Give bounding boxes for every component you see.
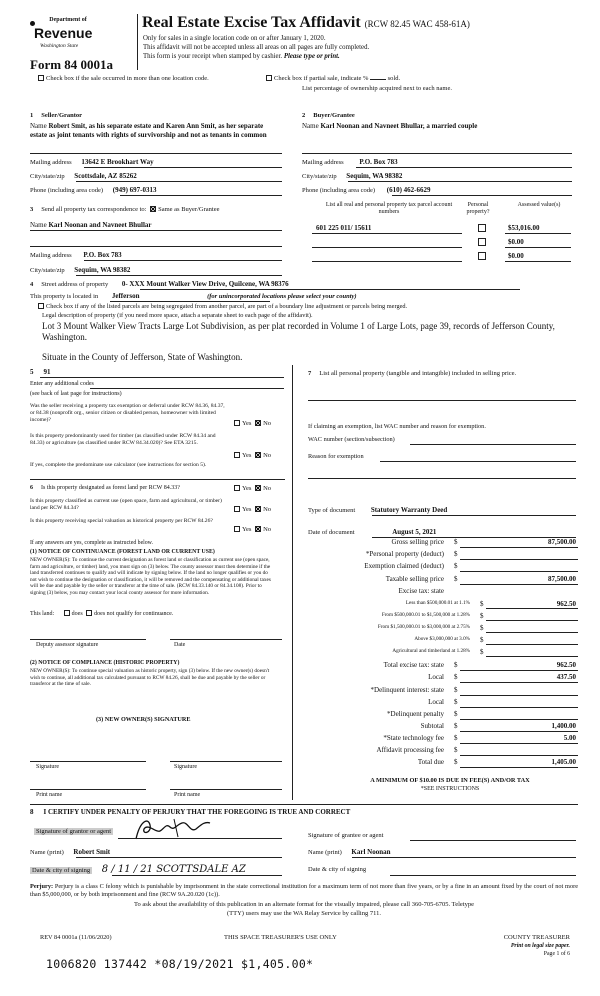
corr-mail-field[interactable] bbox=[30, 251, 282, 259]
personal-property-checkbox[interactable] bbox=[478, 252, 486, 260]
assessed-value: $0.00 bbox=[508, 238, 524, 246]
total-label: *Delinquent penalty bbox=[387, 710, 444, 718]
dollar-sign: $ bbox=[454, 562, 458, 570]
does-checkbox[interactable] bbox=[64, 610, 70, 616]
tax-row bbox=[300, 587, 578, 597]
sec5-q1-answer[interactable] bbox=[232, 420, 271, 427]
yes-checkbox[interactable] bbox=[234, 506, 240, 512]
no-checkbox[interactable] bbox=[255, 506, 261, 512]
logo-line3: Washington State bbox=[40, 43, 79, 49]
located-county: Jefferson bbox=[111, 292, 140, 300]
see-instructions-note: *SEE INSTRUCTIONS bbox=[420, 786, 480, 792]
grantor-signature-label: Signature of grantor or agent bbox=[36, 828, 112, 835]
assessed-col-header: Assessed value(s) bbox=[517, 202, 561, 208]
owner-print-label: Print name bbox=[174, 792, 201, 798]
check-partial-sale[interactable] bbox=[264, 75, 400, 82]
form-number: Form 84 0001a bbox=[30, 57, 114, 72]
same-as-buyer-checkbox[interactable] bbox=[150, 206, 156, 212]
page-number: Page 1 of 6 bbox=[543, 951, 570, 957]
header-note1: Only for sales in a single location code on or after January 1, 2020. bbox=[143, 35, 326, 42]
legal-description: Lot 3 Mount Walker View Tracts Large Lot Subdivision, as per plat recorded in Volume 1 of Large Lots, page 39, records of Jefferson County, Washington. bbox=[42, 321, 555, 342]
tax-label: Exemption claimed (deduct) bbox=[364, 562, 444, 570]
total-value: 5.00 bbox=[563, 734, 576, 742]
check-partial-sold: sold. bbox=[387, 75, 401, 82]
total-value: 962.50 bbox=[556, 661, 576, 669]
property-address-field[interactable] bbox=[30, 280, 575, 288]
located-label: This property is located in bbox=[30, 293, 99, 300]
logo-line2: Revenue bbox=[34, 25, 93, 41]
percent-ack: List percentage of ownership acquired next to each name. bbox=[302, 85, 452, 92]
owner-signature-label: Signature bbox=[174, 764, 197, 770]
property-address: 0- XXX Mount Walker View Drive, Quilcene, WA 98376 bbox=[121, 280, 289, 288]
dollar-sign: $ bbox=[454, 661, 458, 669]
total-value: 1,400.00 bbox=[551, 722, 576, 730]
check-partial-label: Check box if partial sale, indicate % bbox=[274, 75, 369, 82]
dollar-sign: $ bbox=[454, 575, 458, 583]
land-continuance[interactable] bbox=[30, 610, 173, 618]
tax-value: 87,500.00 bbox=[548, 538, 576, 546]
property-location-field[interactable] bbox=[30, 292, 575, 300]
dor-logo bbox=[30, 17, 110, 59]
assessor-date-label: Date bbox=[174, 642, 186, 648]
sec7-label: List all personal property (tangible and intangible) included in selling price. bbox=[319, 370, 517, 377]
section-number: 7 bbox=[308, 370, 312, 377]
dollar-sign: $ bbox=[480, 636, 484, 644]
dollar-sign: $ bbox=[454, 710, 458, 718]
seller-name: Robert Smit, as his separate estate and Karen Ann Smit, as her separate estate as joint tenants with rights of survivorship and not as tenants in common bbox=[30, 122, 267, 139]
dollar-sign: $ bbox=[454, 686, 458, 694]
sec5-q2-answer[interactable] bbox=[232, 452, 271, 459]
notice1-body: NEW OWNER(S): To continue the current designation as forest land or classification as current use (open space, farm and agriculture, or timber) land, you must sign on (3) below. The county assessor must then determine if the land transferred continues to qualify and will indicate by signing below. If the land no longer qualifies or you do not wish to continue the designation or classification, it will be removed and the compensating or additional taxes will be due and payable by the seller or transferor at the time of sale. (RCW 84.33.140 or 84.34.108). Prior to signing (3) below, you may contact your local county assessor for more information. bbox=[30, 557, 271, 596]
yes-checkbox[interactable] bbox=[234, 452, 240, 458]
same-as-buyer-label: Same as Buyer/Grantee bbox=[158, 206, 220, 213]
corr-mail: P.O. Box 783 bbox=[83, 251, 122, 259]
sec6-q4: If any answers are yes, complete as instructed below. bbox=[30, 540, 153, 546]
accessibility-line2: (TTY) users may use the WA Relay Service by calling 711. bbox=[227, 910, 381, 917]
section-number: 1 bbox=[30, 112, 34, 119]
seller-phone-field[interactable] bbox=[30, 186, 282, 194]
sec6-q3-answer[interactable] bbox=[232, 526, 271, 533]
buyer-name: Karl Noonan and Navneet Bhullar, a married couple bbox=[320, 122, 478, 130]
segregated-check[interactable] bbox=[36, 303, 576, 310]
receipt-stamp: 1006820 137442 *08/19/2021 $1,405.00* bbox=[46, 957, 314, 971]
header-note2: This affidavit will not be accepted unless all areas on all pages are fully completed. bbox=[143, 44, 370, 51]
certify-text: I CERTIFY UNDER PENALTY OF PERJURY THAT THE FOREGOING IS TRUE AND CORRECT bbox=[43, 808, 351, 816]
corr-city-field[interactable] bbox=[30, 266, 282, 274]
total-value: 437.50 bbox=[556, 673, 576, 681]
phone-label: Phone (including area code) bbox=[302, 187, 376, 194]
corr-city: Sequim, WA 98382 bbox=[74, 266, 131, 274]
section-number: 8 bbox=[30, 808, 34, 816]
tax-label: Gross selling price bbox=[391, 538, 444, 546]
name-print-label: Name (print) bbox=[308, 849, 342, 856]
no-label: No bbox=[263, 526, 272, 533]
add-codes-label: Enter any additional codes bbox=[30, 381, 94, 387]
phone-label: Phone (including area code) bbox=[30, 187, 104, 194]
accessibility-line1: To ask about the availability of this publication in an alternate format for the visually impaired, please call 360-705-6705. Teletype bbox=[134, 901, 474, 908]
no-checkbox[interactable] bbox=[255, 452, 261, 458]
total-label: Subtotal bbox=[420, 722, 444, 730]
notice1-title: (1) NOTICE OF CONTINUANCE (FOREST LAND OR CURRENT USE) bbox=[30, 549, 215, 555]
no-checkbox[interactable] bbox=[255, 485, 261, 491]
yes-checkbox[interactable] bbox=[234, 526, 240, 532]
seller-mail-field[interactable] bbox=[30, 158, 282, 166]
dollar-sign: $ bbox=[480, 612, 484, 620]
minimum-fee-note: A MINIMUM OF $10.00 IS DUE IN FEE(S) AND/OR TAX bbox=[370, 777, 530, 784]
treasurer-use: THIS SPACE TREASURER'S USE ONLY bbox=[224, 934, 337, 941]
correspondence-heading bbox=[30, 206, 219, 213]
buyer-mail-field[interactable] bbox=[302, 158, 572, 166]
bracket-value: 962.50 bbox=[556, 600, 576, 608]
segregated-label: Check box if any of the listed parcels are being segregated from another parcel, are part of a boundary line adjustment or parcels being merged. bbox=[46, 303, 408, 310]
tax-label: Excise tax: state bbox=[398, 587, 444, 595]
buyer-city-field[interactable] bbox=[302, 172, 572, 180]
seller-city-field[interactable] bbox=[30, 172, 282, 180]
dollar-sign: $ bbox=[454, 550, 458, 558]
logo-mark-icon bbox=[30, 21, 35, 26]
see-back-label: (see back of last page for instructions) bbox=[30, 391, 122, 397]
seller-heading bbox=[30, 112, 82, 119]
tax-value: 87,500.00 bbox=[548, 575, 576, 583]
yes-label: Yes bbox=[242, 485, 252, 492]
does-label: does bbox=[71, 611, 83, 617]
sec5-q3: If yes, complete the predominate use calculator (see instructions for section 5). bbox=[30, 462, 207, 468]
total-label: Total due bbox=[417, 758, 444, 766]
header-note3-text: This form is your receipt when stamped by cashier. bbox=[143, 53, 283, 60]
sec6-q1 bbox=[30, 485, 240, 492]
section-number: 4 bbox=[30, 281, 34, 288]
name-label: Name bbox=[30, 122, 47, 130]
page-title bbox=[142, 14, 470, 32]
buyer-phone: (610) 462-6629 bbox=[386, 186, 431, 194]
yes-label: Yes bbox=[242, 420, 252, 427]
grantee-print-name: Karl Noonan bbox=[351, 848, 391, 856]
notice3-title: (3) NEW OWNER(S) SIGNATURE bbox=[96, 716, 191, 723]
notice2-title: (2) NOTICE OF COMPLIANCE (HISTORIC PROPERTY) bbox=[30, 660, 180, 666]
rev-number: REV 84 0001a (11/06/2020) bbox=[40, 934, 112, 941]
logo-line1: Department of bbox=[49, 17, 87, 23]
dollar-sign: $ bbox=[454, 722, 458, 730]
bracket-label: Less than $500,000.01 at 1.1% bbox=[405, 600, 470, 606]
bracket-label: From $1,500,000.01 to $3,000,000 at 2.75% bbox=[377, 624, 470, 630]
date-city-label: Date & city of signing bbox=[32, 867, 91, 874]
city-label: City/state/zip bbox=[30, 173, 65, 180]
name-label: Name bbox=[30, 221, 47, 229]
buyer-phone-field[interactable] bbox=[302, 186, 572, 194]
seller-mail: 13642 E Brookhart Way bbox=[81, 158, 154, 166]
does-not-checkbox[interactable] bbox=[86, 610, 92, 616]
correspondence-label: Send all property tax correspondence to: bbox=[41, 206, 147, 213]
yes-label: Yes bbox=[242, 452, 252, 459]
notice2-body: NEW OWNER(S): To continue special valuation as historic property, sign (3) below. If the new owner(s) doesn't wish to continue, all additional tax calculated pursuant to RCW 84.26, shall be due and payable by the seller or transferor at the time of sale. bbox=[30, 668, 270, 688]
doc-date-field[interactable] bbox=[308, 528, 436, 536]
no-label: No bbox=[263, 420, 272, 427]
sec5-q2: Is this property predominantly used for timber (as classified under RCW 84.34 and 84.33) or agriculture (as classified under RCW 84.34.020)? See ETA 3215. bbox=[30, 433, 216, 446]
assessed-value: $53,016.00 bbox=[508, 224, 540, 232]
reason-label: Reason for exemption bbox=[308, 453, 364, 460]
doc-date: August 5, 2021 bbox=[392, 528, 437, 536]
street-label: Street address of property bbox=[41, 281, 109, 288]
yes-label: Yes bbox=[242, 526, 252, 533]
buyer-mail: P.O. Box 783 bbox=[359, 158, 398, 166]
perjury-label: Perjury: bbox=[30, 883, 54, 890]
dollar-sign: $ bbox=[480, 624, 484, 632]
tax-label: *Personal property (deduct) bbox=[365, 550, 444, 558]
tax-label: Taxable selling price bbox=[385, 575, 444, 583]
total-value: 1,405.00 bbox=[551, 758, 576, 766]
sec5-code: 91 bbox=[43, 368, 51, 376]
doc-type-label: Type of document bbox=[308, 507, 356, 514]
sec6-q2: Is this property classified as current use (open space, farm and agricultural, or timber) land per RCW 84.34? bbox=[30, 498, 222, 511]
total-label: Local bbox=[428, 673, 444, 681]
located-note: (for unincorporated locations please select your county) bbox=[207, 293, 357, 300]
dollar-sign: $ bbox=[480, 600, 484, 608]
sec5-q1: Was the seller receiving a property tax exemption or deferral under RCW 84.36, 84.37, or 84.38 (nonprofit org., senior citizen or disabled person, homeowner with limited income)? bbox=[30, 403, 225, 423]
county-treasurer: COUNTY TREASURER bbox=[503, 934, 570, 941]
dollar-sign: $ bbox=[454, 538, 458, 546]
grantee-name-field[interactable] bbox=[308, 848, 390, 856]
yes-checkbox[interactable] bbox=[234, 420, 240, 426]
grantor-date-city-field[interactable] bbox=[30, 864, 246, 876]
title-citation: (RCW 82.45 WAC 458-61A) bbox=[364, 19, 470, 29]
doc-type: Statutory Warranty Deed bbox=[370, 506, 448, 514]
buyer-name-field[interactable] bbox=[302, 122, 572, 130]
checkbox-icon[interactable] bbox=[38, 303, 44, 309]
exempt-label: If claiming an exemption, list WAC number and reason for exemption. bbox=[308, 423, 486, 430]
sec6-q2-answer[interactable] bbox=[232, 506, 271, 513]
header-divider bbox=[137, 14, 138, 70]
section-number: 2 bbox=[302, 112, 306, 119]
sec5-code-field[interactable] bbox=[30, 368, 51, 376]
bracket-label: From $500,000.01 to $1,500,000 at 1.28% bbox=[381, 612, 470, 618]
grantor-name-field[interactable] bbox=[30, 848, 110, 856]
seller-phone: (949) 697-0313 bbox=[112, 186, 157, 194]
name-label: Name bbox=[302, 122, 319, 130]
situate-text: Situate in the County of Jefferson, State of Washington. bbox=[42, 352, 243, 362]
parcel-number: 601 225 011/ 15611 bbox=[316, 224, 372, 232]
column-divider bbox=[292, 365, 293, 800]
corr-name: Karl Noonan and Navneet Bhullar bbox=[48, 221, 152, 229]
check-multi-label: Check box if the sale occurred in more than one location code. bbox=[46, 75, 209, 82]
no-label: No bbox=[263, 485, 272, 492]
name-print-label: Name (print) bbox=[30, 849, 64, 856]
mail-label: Mailing address bbox=[30, 252, 72, 259]
total-label: Total excise tax: state bbox=[383, 661, 444, 669]
sec6-q3: Is this property receiving special valuation as historical property per RCW 84.26? bbox=[30, 518, 213, 524]
grantee-date-city-label: Date & city of signing bbox=[308, 866, 367, 873]
dollar-sign: $ bbox=[454, 746, 458, 754]
dollar-sign: $ bbox=[454, 758, 458, 766]
owner-signature-label: Signature bbox=[36, 764, 59, 770]
total-label: Local bbox=[428, 698, 444, 706]
corr-name-field[interactable] bbox=[30, 221, 282, 229]
personal-col-header: Personal property? bbox=[466, 202, 490, 215]
seller-label: Seller/Grantor bbox=[41, 112, 83, 119]
check-multi-location[interactable] bbox=[36, 75, 209, 82]
land-label: This land: bbox=[30, 611, 55, 617]
seller-city: Scottsdale, AZ 85262 bbox=[74, 172, 137, 180]
yes-label: Yes bbox=[242, 506, 252, 513]
no-label: No bbox=[263, 506, 272, 513]
section-number: 5 bbox=[30, 368, 34, 376]
grantee-date-city-field[interactable] bbox=[308, 866, 366, 873]
section-number: 3 bbox=[30, 206, 34, 213]
parcel-col-header: List all real and personal property tax parcel account numbers bbox=[325, 202, 453, 215]
buyer-label: Buyer/Grantee bbox=[313, 112, 355, 119]
mail-label: Mailing address bbox=[30, 159, 72, 166]
legal-paper-note: Print on legal size paper. bbox=[510, 943, 570, 949]
checkbox-icon[interactable] bbox=[38, 75, 44, 81]
doc-type-field[interactable] bbox=[308, 506, 447, 514]
personal-property-checkbox[interactable] bbox=[478, 238, 486, 246]
wac-label: WAC number (section/subsection) bbox=[308, 436, 395, 443]
bracket-label: Agricultural and timberland at 1.28% bbox=[392, 648, 470, 654]
mail-label: Mailing address bbox=[302, 159, 344, 166]
header-note3-emph: Please type or print. bbox=[283, 53, 340, 60]
dollar-sign: $ bbox=[454, 698, 458, 706]
city-label: City/state/zip bbox=[302, 173, 337, 180]
dollar-sign: $ bbox=[480, 648, 484, 656]
legal-label: Legal description of property (if you need more space, attach a separate sheet to each page of the affidavit). bbox=[42, 312, 313, 319]
total-label: *Delinquent interest: state bbox=[370, 686, 444, 694]
assessed-value: $0.00 bbox=[508, 252, 524, 260]
dollar-sign: $ bbox=[454, 734, 458, 742]
sec6-q1-answer[interactable] bbox=[232, 485, 271, 492]
doc-date-label: Date of document bbox=[308, 529, 355, 536]
city-label: City/state/zip bbox=[30, 267, 65, 274]
buyer-heading bbox=[302, 112, 355, 119]
buyer-city: Sequim, WA 98382 bbox=[346, 172, 403, 180]
header-note3 bbox=[143, 53, 340, 61]
sec6-q1-text: Is this property designated as forest land per RCW 84.33? bbox=[41, 485, 180, 491]
no-label: No bbox=[263, 452, 272, 459]
grantee-signature-label: Signature of grantee or agent bbox=[308, 832, 384, 839]
assessor-signature-label: Deputy assessor signature bbox=[36, 642, 99, 648]
total-label: *State technology fee bbox=[383, 734, 444, 742]
dollar-sign: $ bbox=[454, 673, 458, 681]
perjury-notice bbox=[30, 883, 578, 899]
no-checkbox[interactable] bbox=[255, 420, 261, 426]
title-text: Real Estate Excise Tax Affidavit bbox=[142, 14, 361, 31]
checkbox-icon[interactable] bbox=[266, 75, 272, 81]
owner-print-label: Print name bbox=[36, 792, 63, 798]
section-number: 6 bbox=[30, 485, 33, 491]
no-checkbox[interactable] bbox=[255, 526, 261, 532]
bracket-label: Above $3,000,000 at 3.0% bbox=[414, 636, 470, 642]
yes-checkbox[interactable] bbox=[234, 485, 240, 491]
grantor-print-name: Robert Smit bbox=[73, 848, 111, 856]
total-label: Affidavit processing fee bbox=[376, 746, 444, 754]
perjury-text: Perjury is a class C felony which is punishable by imprisonment in the state correctional institution for a maximum term of not more than five years, or by a fine in an amount fixed by the court of not more than $5,000,000, or by both imprisonment and fine (RCW 9A.20.020 (1c)). bbox=[30, 883, 578, 898]
personal-property-checkbox[interactable] bbox=[478, 224, 486, 232]
sec7-heading bbox=[308, 369, 576, 379]
seller-name-field[interactable] bbox=[30, 122, 280, 140]
grantor-date-city: 8 / 11 / 21 SCOTTSDALE AZ bbox=[101, 864, 246, 875]
does-not-label: does not qualify for continuance. bbox=[94, 611, 174, 617]
